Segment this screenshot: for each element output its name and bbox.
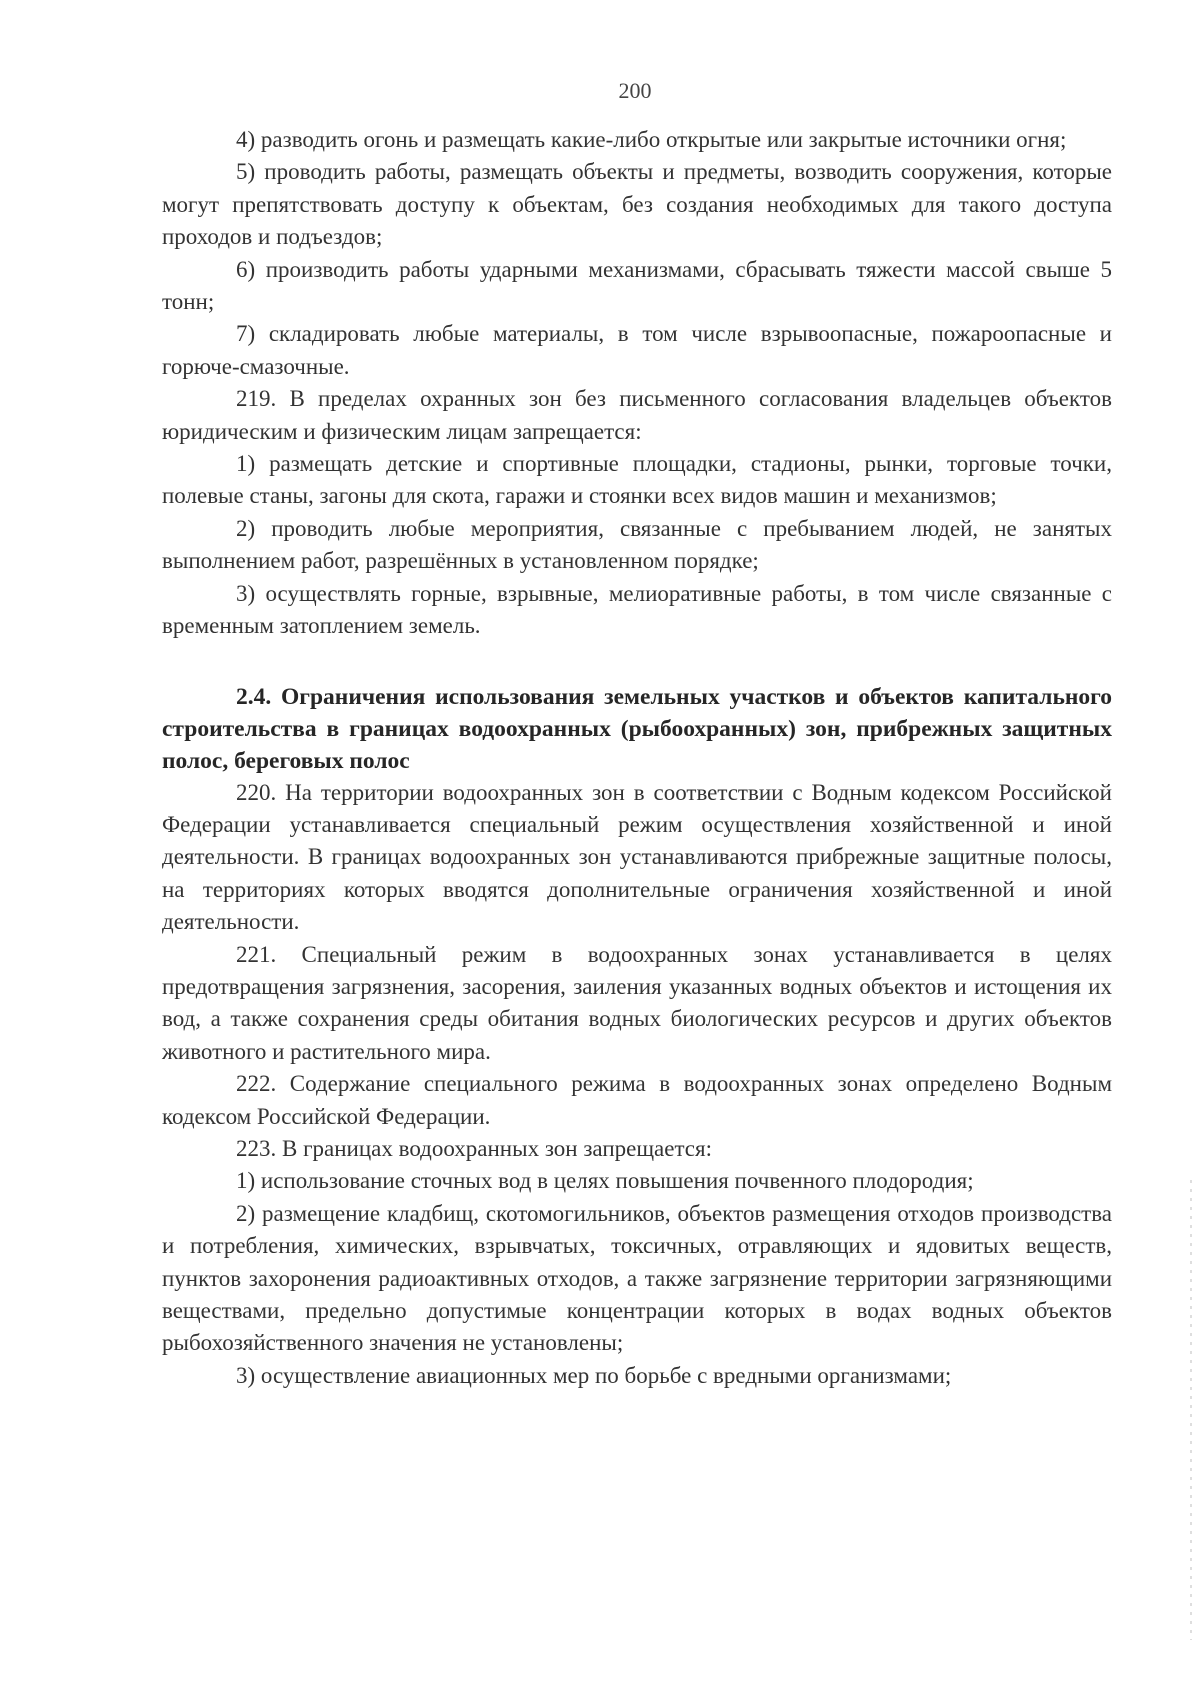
clause-paragraph: 222. Содержание специального режима в водоохранных зонах определено Водным кодексом Российской Федерации. [162,1071,1112,1129]
section-heading: 2.4. Ограничения использования земельных участков и объектов капитального строительства в границах водоохранных (рыбоохранных) зон, прибрежных защитных полос, береговых полос [162,683,1112,774]
clause-paragraph: 220. На территории водоохранных зон в соответствии с Водным кодексом Российской Федерации устанавливается специальный режим осуществления хозяйственной и иной деятельности. В границах водоохранных зон устанавливаются прибрежные защитные полосы, на территориях которых вводятся дополнительные ограничения хозяйственной и иной деятельности. [162,779,1112,935]
clause-paragraph: 223. В границах водоохранных зон запрещается: [236,1135,712,1161]
list-item: 1) использование сточных вод в целях повышения почвенного плодородия; [236,1168,974,1194]
list-item: 1) размещать детские и спортивные площадки, стадионы, рынки, торговые точки, полевые станы, загоны для скота, гаражи и стоянки всех видов машин и механизмов; [162,451,1112,509]
clause-paragraph: 219. В пределах охранных зон без письменного согласования владельцев объектов юридическим и физическим лицам запрещается: [162,386,1112,444]
clause-paragraph: 221. Специальный режим в водоохранных зонах устанавливается в целях предотвращения загрязнения, засорения, заиления указанных водных объектов и истощения их вод, а также сохранения среды обитания водных биологических ресурсов и других объектов животного и растительного мира. [162,941,1112,1064]
page-body [162,124,1112,1392]
list-item: 6) производить работы ударными механизмами, сбрасывать тяжести массой свыше 5 тонн; [162,256,1112,315]
list-item: 3) осуществление авиационных мер по борьбе с вредными организмами; [236,1362,952,1388]
list-item: 7) складировать любые материалы, в том числе взрывоопасные, пожароопасные и горюче-смазочные. [162,321,1112,379]
list-item: 3) осуществлять горные, взрывные, мелиоративные работы, в том числе связанные с временным затоплением земель. [162,580,1112,639]
list-item: 2) размещение кладбищ, скотомогильников, объектов размещения отходов производства и потребления, химических, взрывчатых, токсичных, отравляющих и ядовитых веществ, пунктов захоронения радиоактивных отходов, а также загрязнение территории загрязняющими веществами, предельно допустимые концентрации которых в водах водных объектов рыбохозяйственного значения не установлены; [162,1200,1112,1356]
list-item: 2) проводить любые мероприятия, связанные с пребыванием людей, не занятых выполнением работ, разрешённых в установленном порядке; [162,515,1112,574]
list-item: 4) разводить огонь и размещать какие-либо открытые или закрытые источники огня; [236,127,1067,152]
list-item: 5) проводить работы, размещать объекты и предметы, возводить сооружения, которые могут препятствовать доступу к объектам, без создания необходимых для такого доступа проходов и подъездов; [162,159,1112,250]
page-number: 200 [618,78,652,103]
scan-edge-artifact [1190,1180,1192,1640]
